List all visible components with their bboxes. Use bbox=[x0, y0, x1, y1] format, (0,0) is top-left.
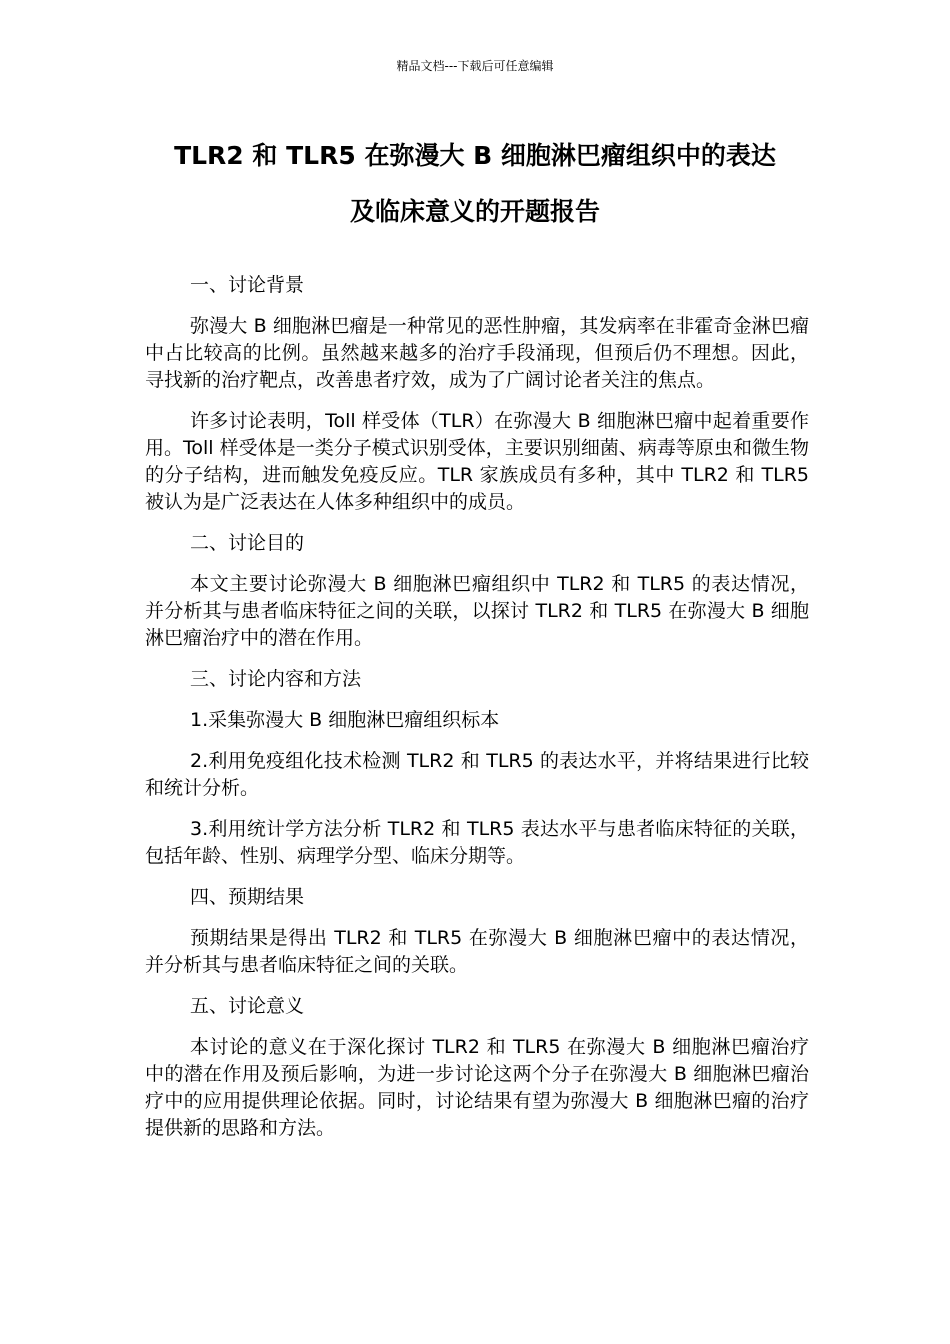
document-title-line-2: 及临床意义的开题报告 bbox=[349, 197, 600, 226]
section-heading-purpose: 二、讨论目的 bbox=[190, 532, 305, 554]
paragraph-significance: 本讨论的意义在于深化探讨 TLR2 和 TLR5 在弥漫大 B 细胞淋巴瘤治疗中的潜在作用及预后影响，为进一步讨论这两个分子在弥漫大 B 细胞淋巴瘤治疗中的应用提供理论依据。同时，讨论结果有望为弥漫大 B 细胞淋巴瘤的治疗提供新的思路和方法。 bbox=[145, 1036, 809, 1139]
page-header-watermark: 精品文档---下载后可任意编辑 bbox=[396, 59, 554, 73]
section-heading-significance: 五、讨论意义 bbox=[190, 995, 305, 1017]
section-heading-expected-results: 四、预期结果 bbox=[190, 886, 305, 908]
section-heading-background: 一、讨论背景 bbox=[190, 274, 305, 296]
paragraph-expected-results: 预期结果是得出 TLR2 和 TLR5 在弥漫大 B 细胞淋巴瘤中的表达情况，并分析其与患者临床特征之间的关联。 bbox=[145, 927, 809, 976]
method-item-1: 1.采集弥漫大 B 细胞淋巴瘤组织标本 bbox=[190, 709, 500, 731]
document-title-line-1: TLR2 和 TLR5 在弥漫大 B 细胞淋巴瘤组织中的表达 bbox=[174, 141, 776, 170]
method-item-3: 3.利用统计学方法分析 TLR2 和 TLR5 表达水平与患者临床特征的关联，包括年龄、性别、病理学分型、临床分期等。 bbox=[145, 818, 809, 867]
paragraph-purpose: 本文主要讨论弥漫大 B 细胞淋巴瘤组织中 TLR2 和 TLR5 的表达情况，并分析其与患者临床特征之间的关联，以探讨 TLR2 和 TLR5 在弥漫大 B 细胞淋巴瘤治疗中的潜在作用。 bbox=[145, 573, 809, 649]
paragraph-background-1: 弥漫大 B 细胞淋巴瘤是一种常见的恶性肿瘤，其发病率在非霍奇金淋巴瘤中占比较高的比例。虽然越来越多的治疗手段涌现，但预后仍不理想。因此，寻找新的治疗靶点，改善患者疗效，成为了广阔讨论者关注的焦点。 bbox=[145, 315, 809, 391]
document-body bbox=[145, 272, 809, 1156]
section-heading-methods: 三、讨论内容和方法 bbox=[190, 668, 362, 690]
method-item-2: 2.利用免疫组化技术检测 TLR2 和 TLR5 的表达水平，并将结果进行比较和统计分析。 bbox=[145, 750, 809, 799]
paragraph-background-2: 许多讨论表明，Toll 样受体（TLR）在弥漫大 B 细胞淋巴瘤中起着重要作用。Toll 样受体是一类分子模式识别受体，主要识别细菌、病毒等原虫和微生物的分子结构，进而触发免疫反应。TLR 家族成员有多种，其中 TLR2 和 TLR5 被认为是广泛表达在人体多种组织中的成员。 bbox=[145, 410, 809, 513]
